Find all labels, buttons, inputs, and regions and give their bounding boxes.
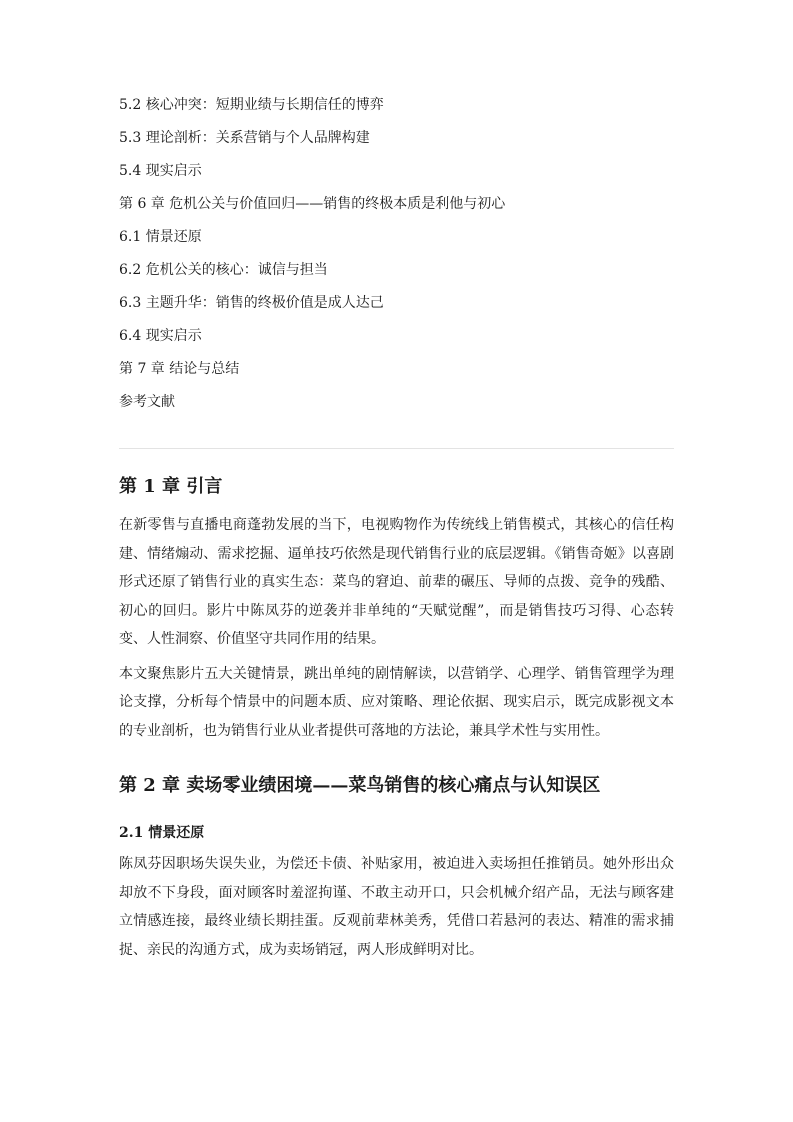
toc-item: 6.1 情景还原 <box>119 229 202 245</box>
section-title: 2.1 情景还原 <box>119 825 205 841</box>
body-paragraph: 陈凤芬因职场失误失业，为偿还卡债、补贴家用，被迫进入卖场担任推销员。她外形出众却放不下身段，面对顾客时羞涩拘谨、不敢主动开口，只会机械介绍产品，无法与顾客建立情感连接，最终业绩长期挂蛋。反观前辈林美秀，凭借口若悬河的表达、精准的需求捕捉、亲民的沟通方式，成为卖场销冠，两人形成鲜明对比。 <box>119 856 674 958</box>
body-paragraph: 在新零售与直播电商蓬勃发展的当下，电视购物作为传统线上销售模式，其核心的信任构建、情绪煽动、需求挖掘、逼单技巧依然是现代销售行业的底层逻辑。《销售奇姬》以喜剧形式还原了销售行业的真实生态：菜鸟的窘迫、前辈的碾压、导师的点拨、竞争的残酷、初心的回归。影片中陈凤芬的逆袭并非单纯的“天赋觉醒”，而是销售技巧习得、心态转变、人性洞察、价值坚守共同作用的结果。 <box>119 517 674 647</box>
toc-item: 第 7 章 结论与总结 <box>119 361 240 377</box>
toc-item: 6.2 危机公关的核心：诚信与担当 <box>119 262 328 278</box>
body-paragraph: 本文聚焦影片五大关键情景，跳出单纯的剧情解读，以营销学、心理学、销售管理学为理论支撑，分析每个情景中的问题本质、应对策略、理论依据、现实启示，既完成影视文本的专业剖析，也为销售行业从业者提供可落地的方法论，兼具学术性与实用性。 <box>119 665 674 739</box>
toc-item: 5.2 核心冲突：短期业绩与长期信任的博弈 <box>119 97 384 113</box>
toc-item: 5.4 现实启示 <box>119 163 202 179</box>
chapter-title: 第 1 章 引言 <box>119 476 223 497</box>
toc-item: 6.3 主题升华：销售的终极价值是成人达己 <box>119 295 384 311</box>
toc-item: 参考文献 <box>119 394 175 410</box>
toc-item: 第 6 章 危机公关与价值回归——销售的终极本质是利他与初心 <box>119 196 506 212</box>
page-content <box>119 89 674 964</box>
toc-item: 6.4 现实启示 <box>119 328 202 344</box>
chapter-title: 第 2 章 卖场零业绩困境——菜鸟销售的核心痛点与认知误区 <box>119 775 601 796</box>
section-divider <box>119 448 674 449</box>
toc-item: 5.3 理论剖析：关系营销与个人品牌构建 <box>119 130 370 146</box>
table-of-contents <box>119 89 674 419</box>
